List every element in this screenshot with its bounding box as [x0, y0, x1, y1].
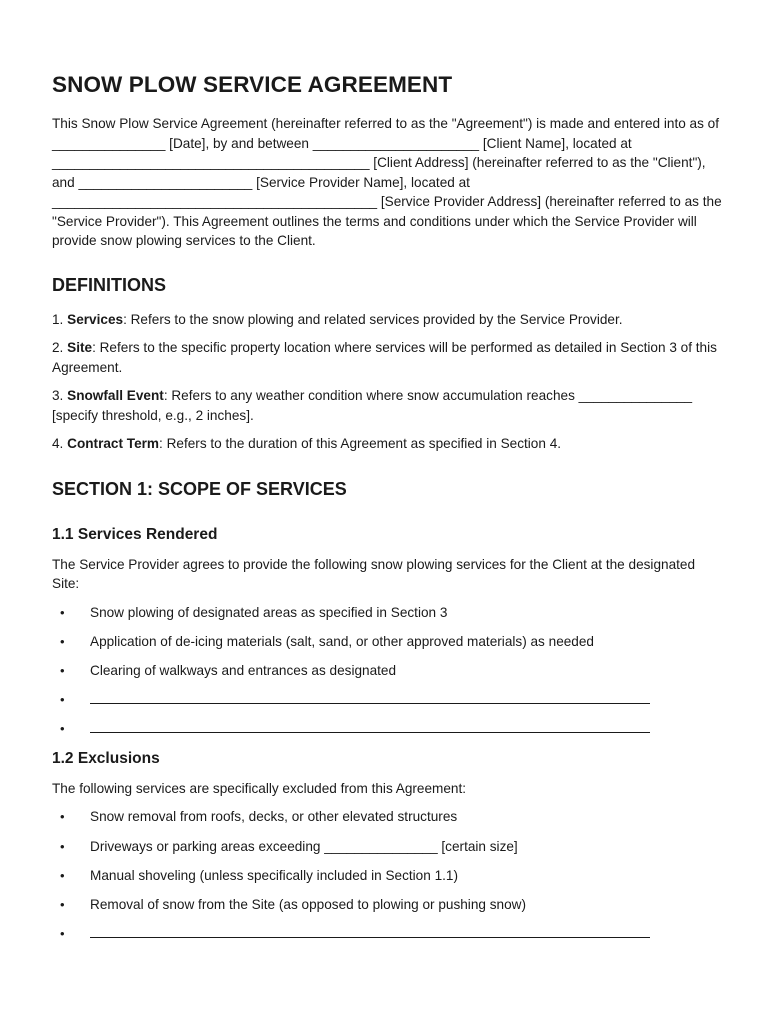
bullet-icon: •	[60, 925, 65, 941]
bullet-icon: •	[60, 809, 65, 825]
document-page	[52, 70, 724, 953]
section-1-heading: SECTION 1: SCOPE OF SERVICES	[52, 478, 347, 499]
fill-in-blank-line	[90, 719, 650, 733]
definition-item: 3. Snowfall Event: Refers to any weather condition where snow accumulation reaches _______________ [specify threshold, e.g., 2 inches].	[52, 388, 693, 423]
services-lead-text: The Service Provider agrees to provide the following snow plowing services for the Client at the designated Site:	[52, 556, 696, 591]
blank-list-item	[52, 690, 724, 710]
services-list	[52, 603, 724, 739]
exclusions-lead-text: The following services are specifically excluded from this Agreement:	[52, 780, 467, 796]
exclusions-list	[52, 807, 724, 943]
definition-term: Contract Term	[67, 436, 160, 451]
definition-item: 2. Site: Refers to the specific property location where services will be performed as detailed in Section 3 of this Agreement.	[52, 340, 717, 375]
fill-in-blank-line	[90, 924, 650, 938]
definition-item: 4. Contract Term: Refers to the duration of this Agreement as specified in Section 4.	[52, 436, 562, 451]
subsection-1-1-heading: 1.1 Services Rendered	[52, 525, 218, 543]
bullet-icon: •	[60, 604, 65, 620]
definition-term: Site	[67, 340, 93, 355]
definition-item: 1. Services: Refers to the snow plowing and related services provided by the Service Provider.	[52, 311, 623, 327]
list-item: • Application of de-icing materials (salt, sand, or other approved materials) as needed	[52, 632, 724, 652]
fill-in-blank-line	[90, 690, 650, 704]
intro-paragraph: This Snow Plow Service Agreement (hereinafter referred to as the "Agreement") is made and entered into as of _______________ [Date], by and between ______________________ [Client Name], located at __________________________________________ [Client Address] (hereinafter referred to as the "Client"), and _______________________ [Service Provider Name], located at ___________________________________________ [Service Provider Address] (hereinafter referred to as the "Service Provider"). This Agreement outlines the terms and conditions under which the Service Provider will provide snow plowing services to the Client.	[52, 116, 722, 248]
list-item: • Removal of snow from the Site (as opposed to plowing or pushing snow)	[52, 895, 724, 915]
bullet-icon: •	[60, 662, 65, 678]
list-item: • Driveways or parking areas exceeding _______________ [certain size]	[52, 837, 724, 857]
definition-term: Services	[67, 311, 124, 327]
definition-term: Snowfall Event	[67, 388, 164, 403]
bullet-icon: •	[60, 691, 65, 707]
bullet-icon: •	[60, 838, 65, 854]
document-title: SNOW PLOW SERVICE AGREEMENT	[52, 72, 453, 97]
definitions-heading: DEFINITIONS	[52, 274, 167, 295]
blank-list-item	[52, 924, 724, 944]
blank-list-item	[52, 719, 724, 739]
bullet-icon: •	[60, 896, 65, 912]
bullet-icon: •	[60, 720, 65, 736]
list-item: • Snow removal from roofs, decks, or other elevated structures	[52, 807, 724, 827]
subsection-1-2-heading: 1.2 Exclusions	[52, 749, 160, 767]
list-item: • Snow plowing of designated areas as specified in Section 3	[52, 603, 724, 623]
bullet-icon: •	[60, 867, 65, 883]
list-item: • Clearing of walkways and entrances as designated	[52, 661, 724, 681]
list-item: • Manual shoveling (unless specifically included in Section 1.1)	[52, 866, 724, 886]
bullet-icon: •	[60, 633, 65, 649]
